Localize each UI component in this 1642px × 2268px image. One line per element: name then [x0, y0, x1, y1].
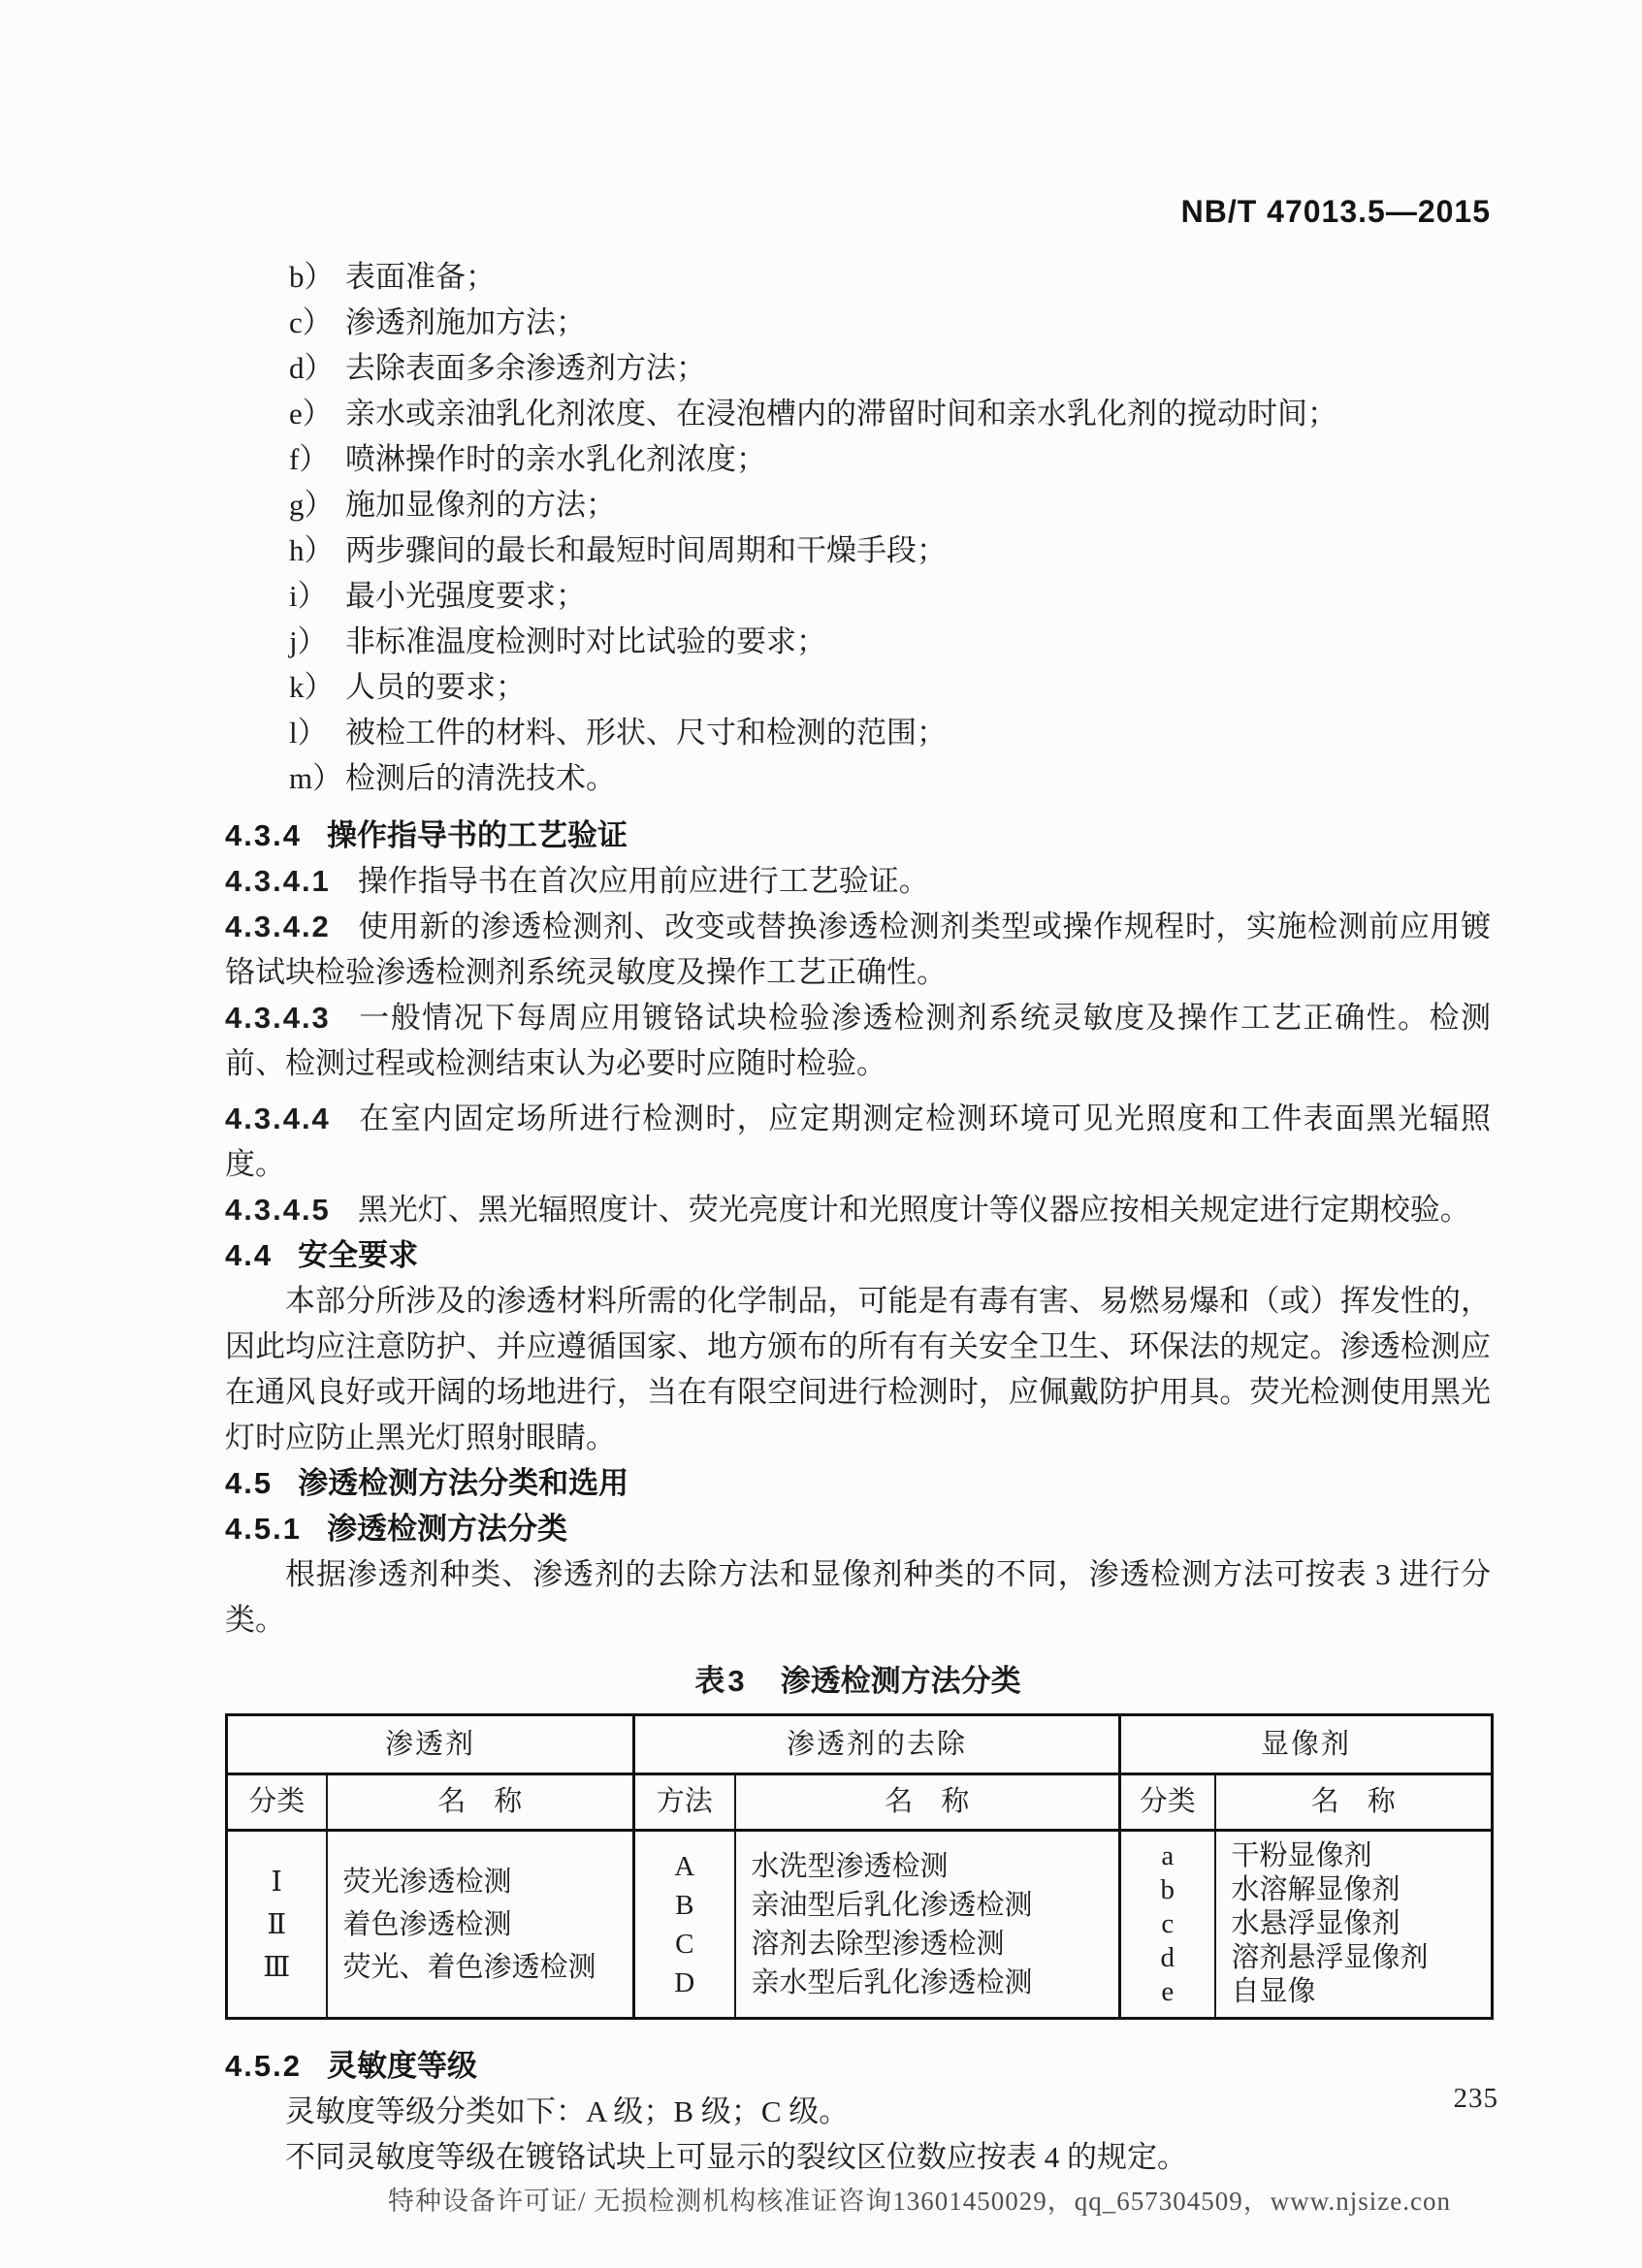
developer-class: b — [1160, 1874, 1175, 1905]
list-item-text: 施加显像剂的方法； — [345, 488, 616, 522]
cell-removal-methods — [634, 1831, 735, 2019]
sensitivity-paragraph-1: 灵敏度等级分类如下：A 级；B 级；C 级。 — [285, 2094, 850, 2128]
list-item-text: 被检工件的材料、形状、尺寸和检测的范围； — [345, 716, 947, 750]
heading-4-3-4 — [225, 813, 1491, 858]
penetrant-class: Ⅲ — [263, 1951, 291, 1983]
list-item-g — [225, 482, 1491, 527]
developer-class: d — [1160, 1942, 1175, 1973]
heading-title: 安全要求 — [298, 1238, 419, 1272]
list-item-label: j） — [289, 624, 328, 658]
penetrant-name: 荧光渗透检测 — [342, 1866, 512, 1898]
list-item-text: 亲水或亲油乳化剂浓度、在浸泡槽内的滞留时间和亲水乳化剂的搅动时间； — [345, 397, 1337, 431]
clause-4-3-4-4 — [225, 1096, 1491, 1187]
footer-watermark: 特种设备许可证/ 无损检测机构核准证咨询13601450029，qq_657304509，www.njsize.con — [388, 2187, 1451, 2216]
developer-name: 溶剂悬浮显像剂 — [1231, 1942, 1429, 1973]
page-number: 235 — [1453, 2083, 1498, 2114]
removal-method: B — [675, 1889, 694, 1921]
clause-text: 操作指导书在首次应用前应进行工艺验证。 — [357, 864, 929, 898]
heading-4-5 — [225, 1460, 1491, 1506]
penetrant-name: 着色渗透检测 — [342, 1908, 512, 1940]
list-item-m — [225, 755, 1491, 801]
removal-method: C — [675, 1928, 694, 1960]
penetrant-class: Ⅰ — [271, 1866, 282, 1898]
group-header-developer: 显像剂 — [1120, 1715, 1493, 1774]
list-item-l — [225, 710, 1491, 755]
list-item-label: c） — [289, 305, 333, 339]
developer-class: e — [1161, 1976, 1175, 2007]
list-item-text: 去除表面多余渗透剂方法； — [345, 351, 706, 385]
list-item-text: 非标准温度检测时对比试验的要求； — [345, 624, 826, 658]
list-item-e — [225, 391, 1491, 436]
heading-title: 渗透检测方法分类和选用 — [298, 1466, 629, 1500]
developer-name: 干粉显像剂 — [1231, 1840, 1372, 1871]
clause-number: 4.5.2 — [225, 2049, 302, 2083]
table3-title — [225, 1658, 1491, 1704]
col-header-method: 方法 — [634, 1774, 735, 1831]
col-header-class: 分类 — [227, 1774, 327, 1831]
cell-penetrant-classes — [227, 1831, 327, 2019]
col-header-name: 名 称 — [1215, 1774, 1493, 1831]
list-item-label: e） — [289, 397, 333, 431]
list-item-label: b） — [289, 260, 335, 294]
table3-number: 表3 — [694, 1664, 748, 1698]
list-item-f — [225, 436, 1491, 482]
list-item-label: d） — [289, 351, 335, 385]
list-item-b — [225, 254, 1491, 300]
list-item-text: 人员的要求； — [345, 670, 526, 704]
heading-4-5-1 — [225, 1506, 1491, 1551]
clause-number: 4.5.1 — [225, 1512, 302, 1546]
cell-developer-names — [1215, 1831, 1493, 2019]
clause-number: 4.3.4.4 — [225, 1102, 331, 1135]
developer-name: 水溶解显像剂 — [1231, 1874, 1401, 1905]
clause-number: 4.4 — [225, 1238, 274, 1272]
removal-name: 亲水型后乳化渗透检测 — [751, 1966, 1033, 1998]
group-header-removal: 渗透剂的去除 — [634, 1715, 1120, 1774]
clause-number: 4.3.4.5 — [225, 1193, 331, 1227]
list-item-label: h） — [289, 533, 335, 567]
list-item-text: 喷淋操作时的亲水乳化剂浓度； — [345, 442, 766, 476]
removal-name: 亲油型后乳化渗透检测 — [751, 1889, 1033, 1921]
removal-method: A — [674, 1850, 695, 1882]
list-item-text: 检测后的清洗技术。 — [345, 761, 616, 795]
heading-title: 操作指导书的工艺验证 — [326, 818, 628, 852]
table3-caption: 渗透检测方法分类 — [780, 1664, 1021, 1698]
clause-text: 在室内固定场所进行检测时，应定期测定检测环境可见光照度和工件表面黑光辐照度。 — [225, 1102, 1491, 1181]
removal-name: 水洗型渗透检测 — [751, 1850, 949, 1882]
list-item-d — [225, 345, 1491, 391]
clause-4-3-4-3 — [225, 995, 1491, 1086]
removal-name: 溶剂去除型渗透检测 — [751, 1928, 1005, 1960]
heading-4-5-2 — [225, 2043, 1491, 2089]
removal-method: D — [674, 1966, 695, 1998]
col-header-name: 名 称 — [327, 1774, 634, 1831]
list-item-label: l） — [289, 716, 328, 750]
heading-title: 渗透检测方法分类 — [326, 1512, 567, 1546]
clause-4-3-4-1 — [225, 858, 1491, 904]
developer-name: 自显像 — [1231, 1976, 1316, 2007]
developer-class: c — [1161, 1908, 1175, 1939]
col-header-name: 名 称 — [735, 1774, 1120, 1831]
group-header-penetrant: 渗透剂 — [227, 1715, 634, 1774]
clause-text: 使用新的渗透检测剂、改变或替换渗透检测剂类型或操作规程时，实施检测前应用镀铬试块检验渗透检测剂系统灵敏度及操作工艺正确性。 — [225, 910, 1491, 989]
developer-name: 水悬浮显像剂 — [1231, 1908, 1401, 1939]
clause-4-3-4-5 — [225, 1187, 1491, 1232]
clause-number: 4.3.4.3 — [225, 1001, 331, 1035]
list-item-text: 表面准备； — [345, 260, 496, 294]
list-item-text: 两步骤间的最长和最短时间周期和干燥手段； — [345, 533, 947, 567]
table3-group-header-row — [227, 1715, 1493, 1774]
list-item-label: k） — [289, 670, 335, 704]
table3-column-header-row — [227, 1774, 1493, 1831]
clause-number: 4.5 — [225, 1466, 274, 1500]
clause-4-3-4-2 — [225, 904, 1491, 995]
list-item-text: 渗透剂施加方法； — [345, 305, 586, 339]
sensitivity-paragraph-2: 不同灵敏度等级在镀铬试块上可显示的裂纹区位数应按表 4 的规定。 — [285, 2140, 1187, 2174]
clause-text: 黑光灯、黑光辐照度计、荧光亮度计和光照度计等仪器应按相关规定进行定期校验。 — [357, 1193, 1470, 1227]
list-item-i — [225, 573, 1491, 619]
cell-penetrant-names — [327, 1831, 634, 2019]
list-item-k — [225, 664, 1491, 710]
safety-paragraph: 本部分所涉及的渗透材料所需的化学制品，可能是有毒有害、易燃易爆和（或）挥发性的，因此均应注意防护、并应遵循国家、地方颁布的所有有关安全卫生、环保法的规定。渗透检测应在通风良好或开阔的场地进行，当在有限空间进行检测时，应佩戴防护用具。荧光检测使用黑光灯时应防止黑光灯照射眼睛。 — [225, 1284, 1491, 1454]
list-item-j — [225, 619, 1491, 664]
developer-class: a — [1161, 1840, 1175, 1871]
list-item-label: i） — [289, 579, 328, 613]
penetrant-class: Ⅱ — [267, 1908, 287, 1940]
table3-penetrant-methods — [225, 1713, 1494, 2020]
clause-text: 一般情况下每周应用镀铬试块检验渗透检测剂系统灵敏度及操作工艺正确性。检测前、检测过程或检测结束认为必要时应随时检验。 — [225, 1001, 1491, 1080]
list-item-text: 最小光强度要求； — [345, 579, 586, 613]
clause-number: 4.3.4.1 — [225, 864, 331, 898]
penetrant-name: 荧光、着色渗透检测 — [342, 1951, 596, 1983]
cell-developer-classes — [1120, 1831, 1215, 2019]
heading-title: 灵敏度等级 — [326, 2049, 477, 2083]
col-header-class: 分类 — [1120, 1774, 1215, 1831]
cell-removal-names — [735, 1831, 1120, 2019]
classification-paragraph: 根据渗透剂种类、渗透剂的去除方法和显像剂种类的不同，渗透检测方法可按表 3 进行分类。 — [225, 1557, 1491, 1637]
clause-number: 4.3.4 — [225, 818, 302, 852]
list-item-c — [225, 300, 1491, 345]
list-item-label: g） — [289, 488, 335, 522]
doc-number: NB/T 47013.5—2015 — [1180, 194, 1491, 229]
page-body — [225, 254, 1491, 2180]
clause-number: 4.3.4.2 — [225, 910, 331, 943]
list-item-h — [225, 527, 1491, 573]
table3-body-row — [227, 1831, 1493, 2019]
list-item-label: f） — [289, 442, 330, 476]
heading-4-4 — [225, 1232, 1491, 1278]
list-item-label: m） — [289, 761, 343, 795]
